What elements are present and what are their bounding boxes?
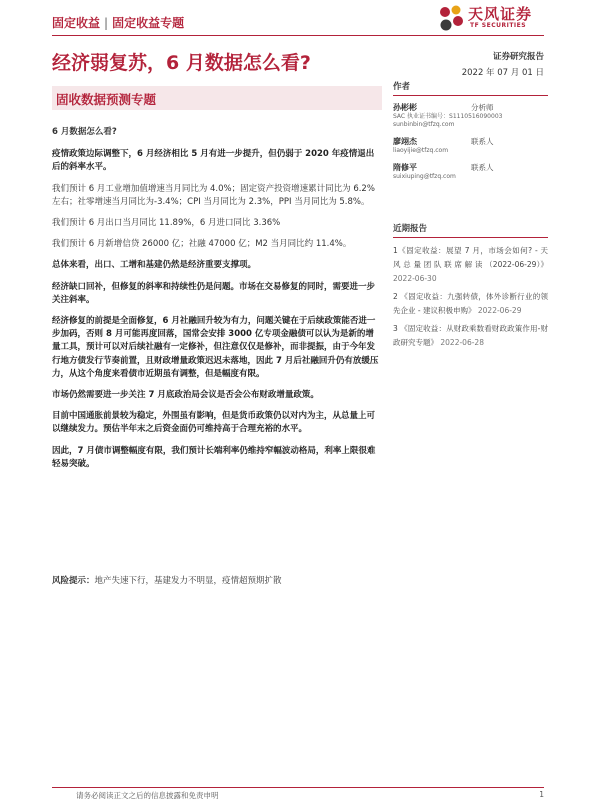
author-role: 分析师 — [471, 103, 494, 112]
company-logo — [436, 2, 544, 36]
author-card — [393, 136, 548, 162]
recovery-paragraph: 经济缺口回补，但修复的斜率和持续性仍是问题。市场在交易修复的同时，需要进一步关注斜率。 — [52, 281, 376, 305]
author-role: 联系人 — [471, 137, 494, 146]
author-name: 廖翊杰 — [393, 137, 417, 146]
recent-reports — [393, 222, 548, 350]
author-name: 孙彬彬 — [393, 103, 417, 112]
risk-label: 风险提示： — [52, 576, 95, 586]
breadcrumb — [52, 14, 184, 31]
header-divider — [52, 35, 544, 36]
author-email[interactable]: sunbinbin@tfzq.com — [393, 121, 455, 128]
monetary-paragraph: 目前中国通胀前景较为稳定，外围虽有影响，但是货币政策仍以对内为主，从总量上可以继续发力。预估半年末之后资金面仍可维持高于合理充裕的水平。 — [52, 411, 376, 435]
tf-logo-icon — [436, 4, 466, 34]
report-body — [52, 126, 382, 479]
author-email[interactable]: liaoyijie@tfzq.com — [393, 147, 449, 154]
report-date: 2022 年 07 月 01 日 — [461, 68, 544, 78]
breadcrumb-subcategory: 固定收益专题 — [112, 16, 185, 30]
conclusion-paragraph: 因此，7 月债市调整幅度有限，我们预计长端利率仍维持窄幅波动格局，利率上限很难轻易突破。 — [52, 445, 376, 469]
author-card — [393, 102, 548, 136]
politburo-paragraph: 市场仍然需要进一步关注 7 月底政治局会议是否会公布财政增量政策。 — [52, 390, 319, 401]
report-subtitle: 固收数据预测专题 — [56, 92, 157, 107]
recent-report-title[interactable]: 1《固定收益：展望 7 月，市场会如何? - 天 风 总 量 团 队 联 席 解 读 （2022-06-29）》 — [393, 246, 548, 269]
overview-paragraph: 总体来看，出口、工增和基建仍然是经济重要支撑项。 — [52, 260, 257, 271]
footer-disclaimer: 请务必阅读正文之后的信息披露和免责申明 — [76, 791, 219, 800]
forecast-credit-paragraph: 我们预计 6 月新增信贷 26000 亿；社融 47000 亿；M2 当月同比约 11.4%。 — [52, 239, 352, 250]
author-name: 隋修平 — [393, 163, 417, 172]
author-email[interactable]: suixiuping@tfzq.com — [393, 173, 456, 180]
author-license: SAC 执业证书编号：S1110516090003 — [393, 113, 503, 120]
recent-report-date: 2022-06-30 — [393, 274, 437, 283]
recent-report-date: 2022-06-29 — [477, 306, 522, 315]
author-card — [393, 162, 548, 188]
logo-text-en: TF SECURITIES — [470, 22, 527, 29]
recent-report-date: 2022-06-28 — [440, 338, 484, 347]
report-title: 经济弱复苏，6 月数据怎么看? — [52, 52, 311, 74]
logo-text-cn: 天风证券 — [468, 5, 533, 23]
summary-paragraph: 疫情政策边际调整下，6 月经济相比 5 月有进一步提升，但仍弱于 2020 年疫情退出后的斜率水平。 — [52, 149, 375, 173]
page-number: 1 — [539, 790, 544, 799]
report-type: 证券研究报告 — [492, 52, 544, 62]
footer-divider — [52, 787, 544, 788]
breadcrumb-separator: | — [104, 16, 109, 30]
author-role: 联系人 — [471, 163, 494, 172]
breadcrumb-category: 固定收益 — [52, 16, 101, 30]
recent-report-title[interactable]: 2 《固定收益：九强转债，体外诊断行业的领先企业 - 建议积极申购》 — [393, 292, 548, 315]
authors-heading: 作者 — [393, 80, 548, 96]
risk-warning — [52, 574, 282, 586]
risk-text: 地产失速下行，基建发力不明显，疫情超预期扩散 — [94, 576, 282, 586]
page-header — [52, 5, 544, 34]
forecast-trade-paragraph: 我们预计 6 月出口当月同比 11.89%，6 月进口同比 3.36% — [52, 218, 281, 229]
recent-reports-heading: 近期报告 — [393, 222, 548, 238]
subtitle-banner — [52, 86, 382, 110]
sidebar — [393, 80, 548, 354]
forecast-production-paragraph: 我们预计 6 月工业增加值增速当月同比为 4.0%；固定资产投资增速累计同比为 6.2%左右；社零增速当月同比为-3.4%；CPI 当月同比为 2.3%，PPI 当月同比为 5.8%。 — [52, 183, 375, 207]
recent-report-item[interactable] — [393, 244, 548, 286]
recent-report-item[interactable] — [393, 322, 548, 350]
section-heading: 6 月数据怎么看? — [52, 127, 117, 137]
policy-paragraph: 经济修复的前提是全面修复，6 月社融回升较为有力，问题关键在于后续政策能否进一步加码，否则 8 月可能再度回落，国常会安排 3000 亿专项金融债可以认为是新的增量工具，预计可以对后续社融有一定修补，但注意仅仅是修补，而非提振，由于今年发行地方债发行节奏前置，且财政增量政策迟迟未落地，因此 7 月后社融回升仍有放缓压力，从这个角度来看债市近期虽有调整，但是幅度有限。 — [52, 316, 379, 379]
recent-report-title[interactable]: 3 《固定收益：从财政乘数看财政政策作用-财政研究专题》 — [393, 324, 548, 347]
recent-report-item[interactable] — [393, 290, 548, 318]
